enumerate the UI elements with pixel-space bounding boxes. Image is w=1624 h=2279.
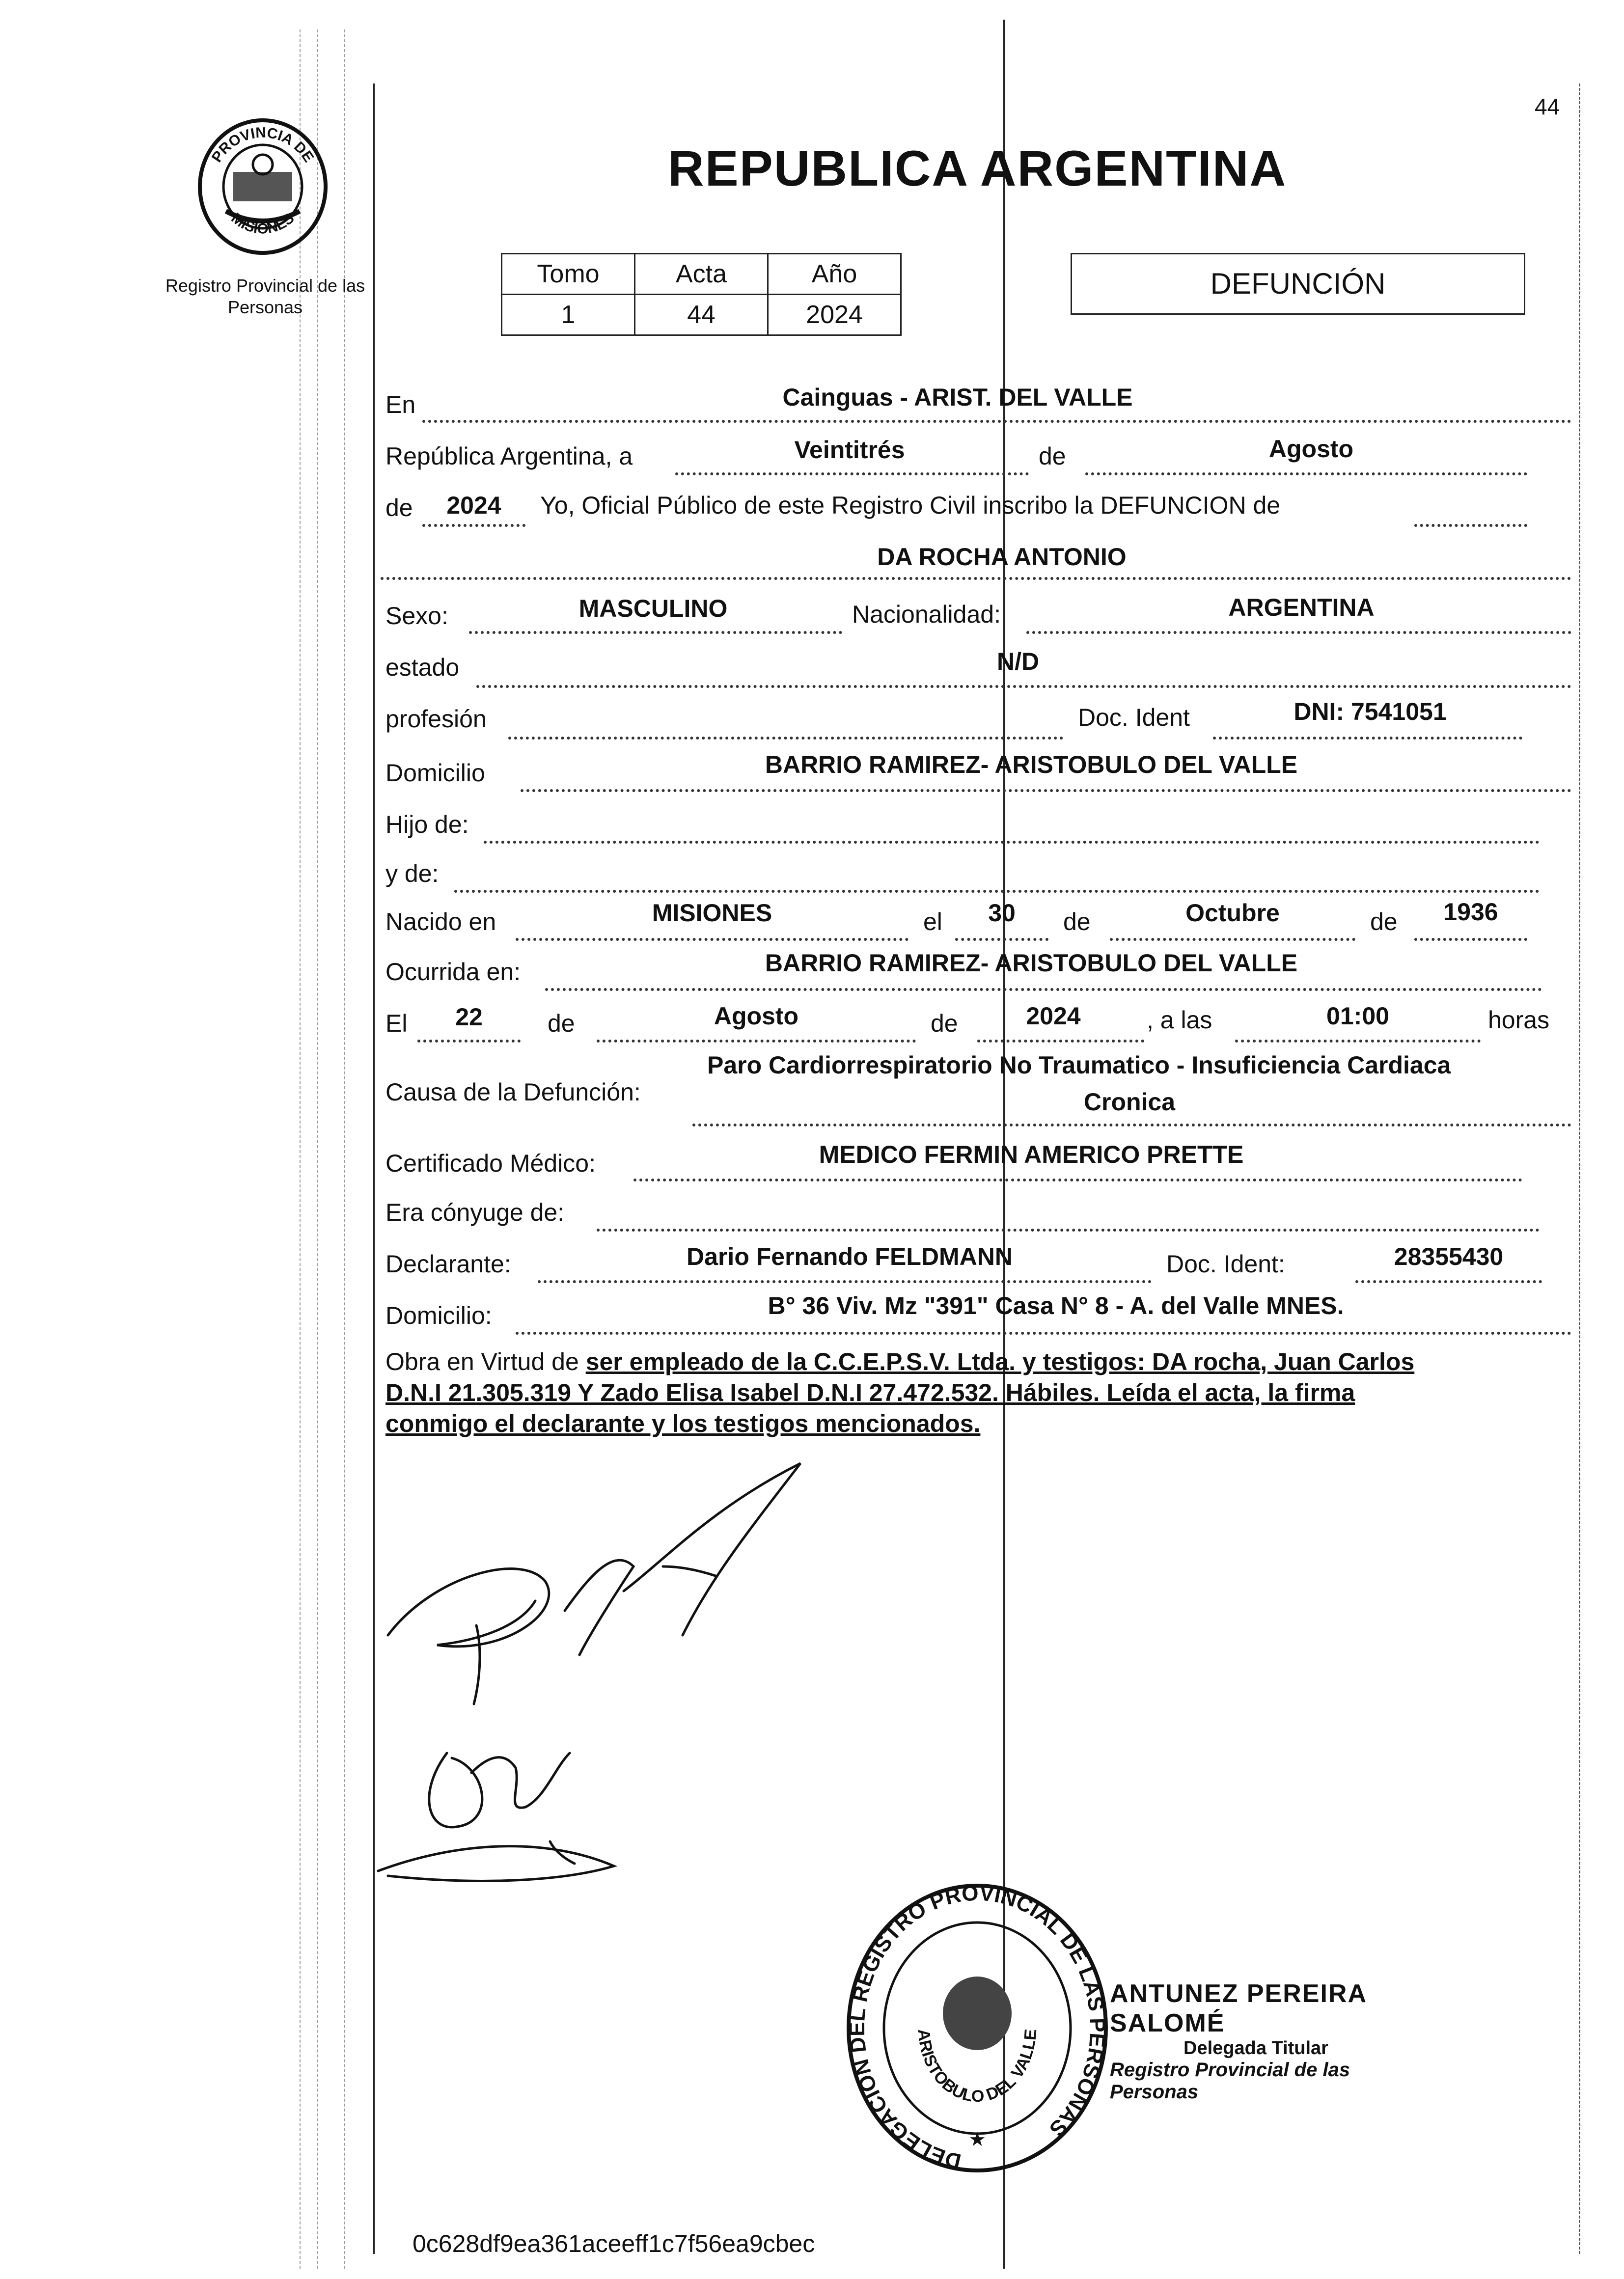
acta-value: 44	[635, 295, 768, 335]
signatures-graphic	[358, 1449, 850, 1915]
cause-line-1: Paro Cardiorrespiratorio No Traumatico - Insuficiencia Cardiaca	[707, 1051, 1451, 1079]
de-label: de	[1039, 442, 1066, 470]
death-time-dots	[1235, 1040, 1481, 1043]
birth-day: 30	[988, 899, 1016, 927]
medical-certificate: MEDICO FERMIN AMERICO PRETTE	[819, 1141, 1244, 1168]
de-label: de	[1063, 908, 1091, 935]
el-cap-label: El	[385, 1010, 408, 1037]
tomo-value: 1	[502, 295, 635, 335]
scan-edge-line	[344, 29, 345, 2269]
anio-header: Año	[768, 254, 901, 295]
hijo-label: Hijo de:	[385, 811, 469, 838]
death-year: 2024	[1026, 1002, 1081, 1030]
declarante-label: Declarante:	[385, 1250, 511, 1278]
obra-line-1	[385, 1346, 1414, 1377]
svg-text:★: ★	[968, 2129, 986, 2150]
profesion-label: profesión	[385, 705, 487, 733]
birth-place: MISIONES	[652, 899, 772, 927]
estado-label: estado	[385, 654, 460, 681]
certificado-label: Certificado Médico:	[385, 1150, 596, 1177]
scan-edge-line	[300, 29, 301, 2269]
tomo-header: Tomo	[502, 254, 635, 295]
el-label: el	[923, 908, 942, 935]
certificado-dots	[633, 1179, 1522, 1181]
registry-table-header-row	[502, 254, 901, 295]
doc-ident-value: DNI: 7541051	[1294, 698, 1447, 725]
inscribo-dots	[1414, 524, 1527, 527]
death-year-dots	[977, 1040, 1144, 1043]
month-dots	[1085, 472, 1527, 475]
deceased-name: DA ROCHA ANTONIO	[877, 543, 1127, 571]
day-dots	[675, 472, 1029, 475]
profesion-dots	[508, 737, 1063, 740]
republica-label: República Argentina, a	[385, 442, 633, 470]
birth-month-dots	[1110, 938, 1355, 941]
year-dots	[422, 524, 525, 527]
en-value: Cainguas - ARIST. DEL VALLE	[782, 384, 1133, 411]
causa-dots	[692, 1124, 1571, 1126]
seal-outer-text: DELEGACION DEL REGISTRO PROVINCIAL DE LAS PERSONAS	[845, 1881, 1110, 2174]
scan-border-line	[373, 83, 375, 2254]
obra-text-2: D.N.I 21.305.319 Y Zado Elisa Isabel D.N.I 27.472.532. Hábiles. Leída el acta, la firma	[385, 1379, 1355, 1406]
doc-ident-dots	[1213, 737, 1522, 740]
page-number: 44	[1535, 94, 1560, 119]
en-label: En	[385, 391, 416, 418]
registration-day-word: Veintitrés	[794, 436, 905, 464]
nacionalidad-dots	[1026, 631, 1571, 634]
death-day: 22	[455, 1003, 483, 1031]
name-dots	[381, 577, 1571, 580]
estado-dots	[476, 685, 1571, 688]
registry-label: Registro Provincial de las Personas	[165, 275, 365, 317]
page-title: REPUBLICA ARGENTINA	[668, 140, 1287, 196]
y-de-label: y de:	[385, 860, 439, 887]
registry-table	[501, 253, 902, 336]
doc-ident-label: Doc. Ident	[1078, 704, 1190, 731]
obra-line-3	[385, 1408, 1414, 1439]
declarante-dots	[538, 1280, 1152, 1283]
de-label: de	[385, 494, 413, 522]
sexo-label: Sexo:	[385, 602, 448, 630]
death-place: BARRIO RAMIREZ- ARISTOBULO DEL VALLE	[765, 949, 1298, 977]
death-time: 01:00	[1326, 1002, 1389, 1030]
nacido-dots	[516, 938, 908, 941]
conyuge-dots	[597, 1229, 1540, 1232]
death-month-dots	[597, 1040, 916, 1043]
ocurrida-label: Ocurrida en:	[385, 958, 521, 986]
registry-table-value-row	[502, 295, 901, 335]
scan-edge-line	[317, 29, 318, 2269]
a-las-label: , a las	[1147, 1006, 1212, 1034]
document-type-box: DEFUNCIÓN	[1071, 253, 1525, 315]
de-label: de	[931, 1010, 958, 1037]
declarant-domicilio-label: Domicilio:	[385, 1302, 492, 1329]
stamp-office: Registro Provincial de las Personas	[1110, 2059, 1350, 2103]
birth-year: 1936	[1443, 898, 1498, 926]
declarant-address: B° 36 Viv. Mz "391" Casa N° 8 - A. del Valle MNES.	[768, 1292, 1344, 1319]
stamp-role: Delegada Titular	[1184, 2038, 1328, 2059]
y-de-dots	[454, 890, 1540, 893]
obra-line-2	[385, 1377, 1414, 1408]
handwritten-signatures	[358, 1449, 850, 1915]
inscribo-text: Yo, Oficial Público de este Registro Civil inscribo la DEFUNCION de	[540, 492, 1281, 519]
domicilio-value: BARRIO RAMIREZ- ARISTOBULO DEL VALLE	[765, 751, 1298, 778]
scan-right-border	[1579, 83, 1580, 2254]
province-crest-graphic	[192, 113, 334, 255]
document-hash: 0c628df9ea361aceeff1c7f56ea9cbec	[413, 2230, 815, 2257]
domicilio-dots	[521, 789, 1571, 792]
ocurrida-dots	[545, 988, 1542, 991]
sexo-value: MASCULINO	[578, 595, 728, 622]
official-seal	[845, 1881, 1110, 2175]
en-dots	[422, 420, 1571, 423]
obra-label: Obra en Virtud de	[385, 1348, 579, 1375]
declarant-name: Dario Fernando FELDMANN	[687, 1243, 1013, 1270]
death-day-dots	[417, 1040, 521, 1043]
declarant-domicilio-dots	[516, 1332, 1571, 1335]
conyuge-label: Era cónyuge de:	[385, 1199, 565, 1226]
registration-month: Agosto	[1268, 435, 1354, 463]
anio-value: 2024	[768, 295, 901, 335]
official-seal-graphic	[845, 1881, 1110, 2175]
svg-text:MISIONES: MISIONES	[228, 210, 298, 237]
birth-year-dots	[1414, 938, 1527, 941]
birth-month: Octubre	[1185, 899, 1280, 927]
declarant-doc-label: Doc. Ident:	[1166, 1250, 1285, 1278]
declarant-doc-dots	[1355, 1280, 1542, 1283]
nacionalidad-value: ARGENTINA	[1228, 594, 1375, 621]
obra-text-1: ser empleado de la C.C.E.P.S.V. Ltda. y testigos: DA rocha, Juan Carlos	[585, 1348, 1415, 1375]
causa-label: Causa de la Defunción:	[385, 1078, 641, 1106]
obra-paragraph	[385, 1346, 1414, 1439]
nacido-label: Nacido en	[385, 908, 496, 935]
registration-year: 2024	[446, 492, 501, 519]
horas-label: horas	[1488, 1006, 1550, 1034]
svg-text:PROVINCIA DE: PROVINCIA DE	[208, 124, 317, 165]
de-label: de	[1370, 908, 1398, 935]
domicilio-label: Domicilio	[385, 759, 485, 787]
birth-day-dots	[955, 938, 1048, 941]
estado-value: N/D	[997, 648, 1040, 675]
official-stamp	[1110, 1979, 1424, 2103]
stamp-name: ANTUNEZ PEREIRA SALOMÉ	[1110, 1979, 1367, 2037]
nacionalidad-label: Nacionalidad:	[852, 601, 1001, 628]
sexo-dots	[469, 631, 842, 634]
seal-inner-text: ARISTOBULO DEL VALLE	[914, 2028, 1041, 2106]
de-label: de	[548, 1010, 575, 1037]
acta-header: Acta	[635, 254, 768, 295]
obra-text-3: conmigo el declarante y los testigos mencionados.	[385, 1410, 981, 1437]
cause-line-2: Cronica	[1083, 1088, 1176, 1116]
hijo-dots	[484, 841, 1540, 844]
declarant-doc: 28355430	[1394, 1243, 1504, 1270]
province-crest	[192, 113, 334, 255]
death-month: Agosto	[714, 1002, 799, 1030]
